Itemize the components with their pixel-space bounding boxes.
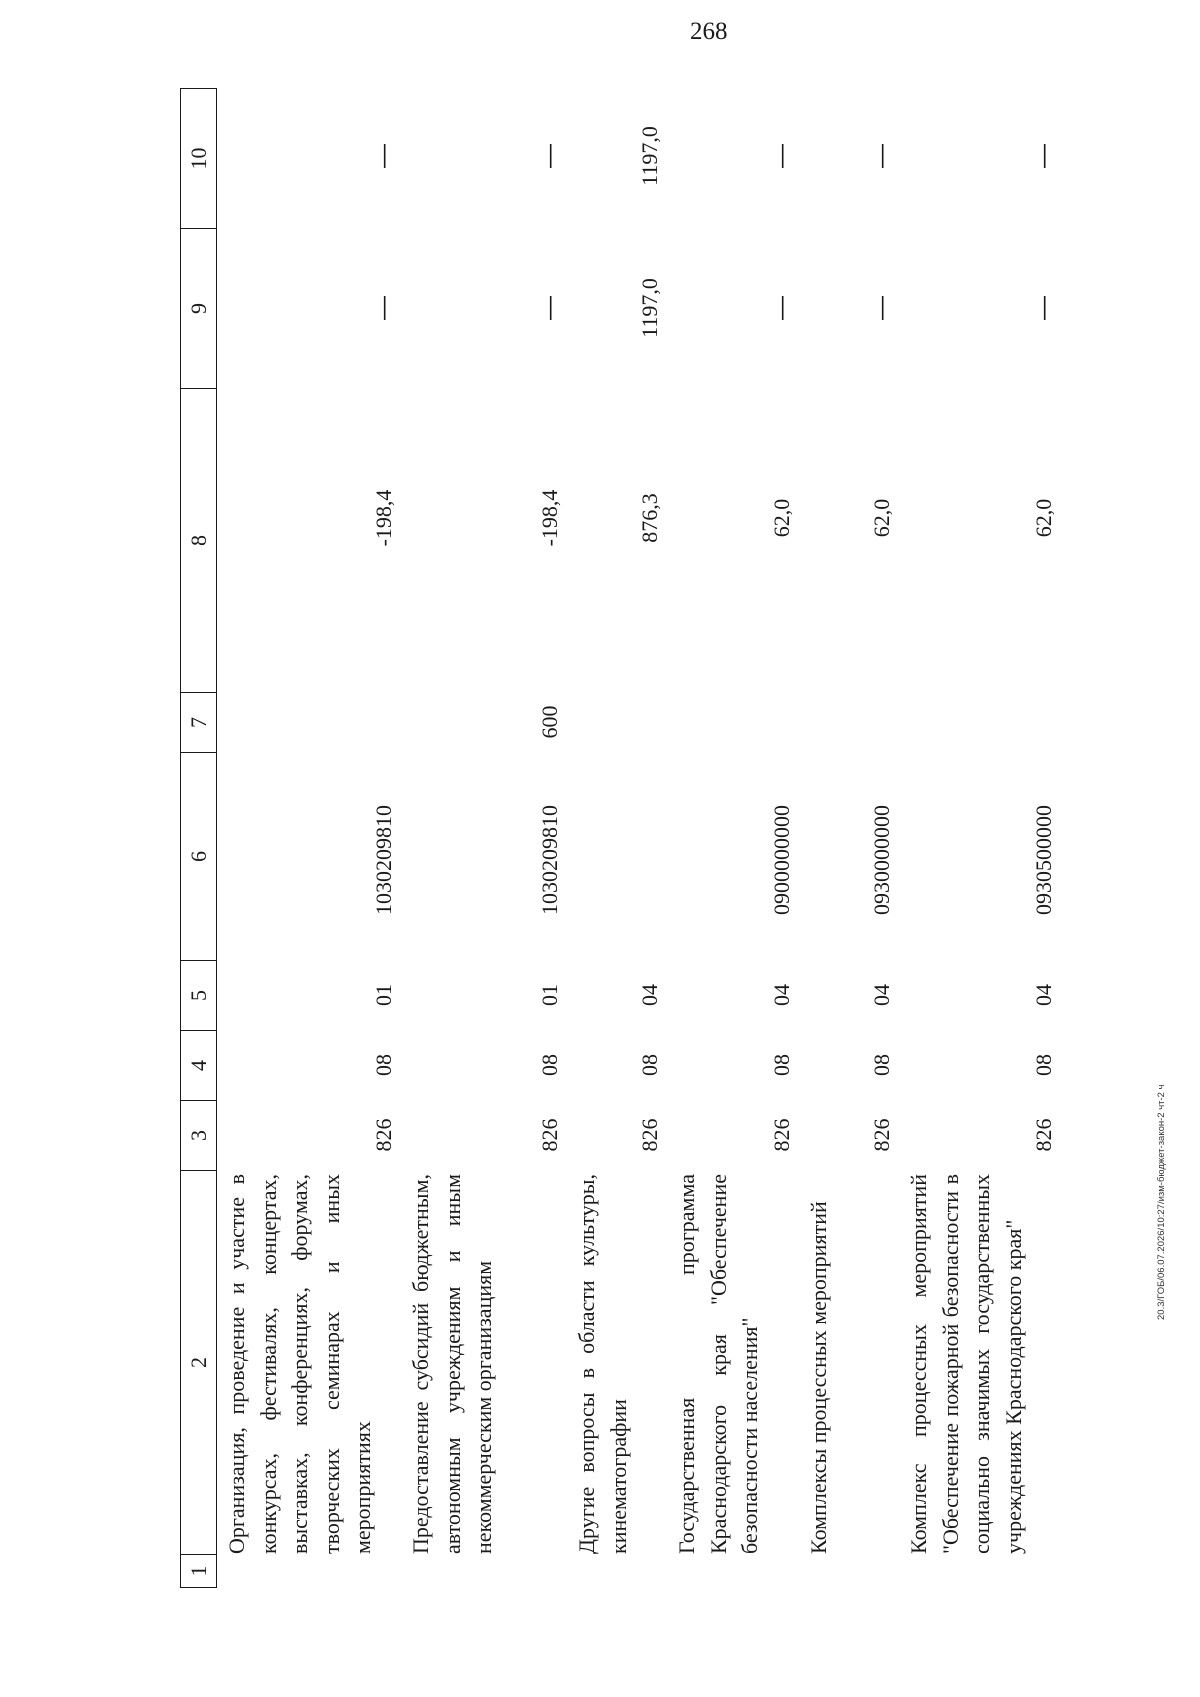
page-number: 268 xyxy=(690,18,728,45)
cell-col-10: — xyxy=(768,144,795,168)
cell-col-9: — xyxy=(370,296,397,320)
table-row xyxy=(801,88,899,1588)
header-cell-9: 9 xyxy=(181,228,216,388)
table-row xyxy=(219,88,401,1588)
cell-col-4: 08 xyxy=(869,1054,894,1076)
cell-col-5: 04 xyxy=(869,984,894,1006)
cell-col-10: 1197,0 xyxy=(637,126,662,186)
cell-col-4: 08 xyxy=(637,1054,662,1076)
row-description: Комплекс процессных мероприятий "Обеспечение пожарной безопасности в социально значимых государственных учреждениях Краснодарского края" xyxy=(906,1174,1026,1554)
header-cell-8: 8 xyxy=(181,388,216,692)
cell-col-6: 0900000000 xyxy=(769,805,794,915)
table-row xyxy=(901,88,1061,1588)
row-description: Государственная программа Краснодарского края "Обеспечение безопасности населения" xyxy=(674,1174,762,1554)
cell-col-5: 04 xyxy=(769,984,794,1006)
cell-col-4: 08 xyxy=(769,1054,794,1076)
cell-col-9: — xyxy=(536,296,563,320)
header-cell-10: 10 xyxy=(181,88,216,228)
cell-col-10: — xyxy=(868,144,895,168)
document-footer-code: 20.3/ГОБ/06.07.2026/10:27/изм-бюджет-закон-2 чт-2 ч xyxy=(1156,1084,1167,1320)
cell-col-6: 1030209810 xyxy=(371,805,396,915)
row-description: Организация, проведение и участие в конкурсах, фестивалях, концертах, выставках, конференциях, форумах, творческих семинарах и иных мероприятиях xyxy=(224,1174,375,1554)
cell-col-4: 08 xyxy=(1031,1054,1056,1076)
cell-col-10: — xyxy=(536,144,563,168)
header-cell-1: 1 xyxy=(181,1554,216,1588)
header-cell-6: 6 xyxy=(181,752,216,960)
cell-col-8: -198,4 xyxy=(537,489,562,547)
table-header-row xyxy=(180,88,217,1588)
cell-col-5: 01 xyxy=(537,984,562,1006)
cell-col-10: — xyxy=(370,144,397,168)
row-description: Другие вопросы в области культуры, кинематографии xyxy=(574,1174,631,1554)
cell-col-8: 62,0 xyxy=(1031,498,1056,538)
cell-col-3: 826 xyxy=(1031,1118,1056,1152)
header-cell-3: 3 xyxy=(181,1100,216,1170)
table-row xyxy=(569,88,667,1588)
row-description: Предоставление субсидий бюджетным, автономным учреждениям и иным некоммерческим организациям xyxy=(408,1174,496,1554)
cell-col-5: 01 xyxy=(371,984,396,1006)
header-cell-2: 2 xyxy=(181,1170,216,1554)
header-cell-4: 4 xyxy=(181,1030,216,1100)
cell-col-8: 876,3 xyxy=(637,493,662,543)
cell-col-4: 08 xyxy=(537,1054,562,1076)
cell-col-8: -198,4 xyxy=(371,489,396,547)
header-cell-5: 5 xyxy=(181,960,216,1030)
header-cell-7: 7 xyxy=(181,692,216,752)
table-row xyxy=(403,88,567,1588)
cell-col-6: 0930500000 xyxy=(1031,805,1056,915)
cell-col-3: 826 xyxy=(371,1118,396,1152)
cell-col-8: 62,0 xyxy=(769,498,794,538)
cell-col-8: 62,0 xyxy=(869,498,894,538)
cell-col-3: 826 xyxy=(769,1118,794,1152)
row-description: Комплексы процессных мероприятий xyxy=(806,1201,831,1554)
cell-col-6: 0930000000 xyxy=(869,805,894,915)
cell-col-3: 826 xyxy=(537,1118,562,1152)
cell-col-9: 1197,0 xyxy=(637,278,662,338)
cell-col-9: — xyxy=(1030,296,1057,320)
cell-col-6: 1030209810 xyxy=(537,805,562,915)
cell-col-5: 04 xyxy=(1031,984,1056,1006)
cell-col-7: 600 xyxy=(537,705,562,739)
cell-col-10: — xyxy=(1030,144,1057,168)
cell-col-5: 04 xyxy=(637,984,662,1006)
table-row xyxy=(669,88,799,1588)
cell-col-9: — xyxy=(768,296,795,320)
cell-col-9: — xyxy=(868,296,895,320)
cell-col-3: 826 xyxy=(869,1118,894,1152)
cell-col-3: 826 xyxy=(637,1118,662,1152)
budget-table xyxy=(180,88,1060,1588)
cell-col-4: 08 xyxy=(371,1054,396,1076)
